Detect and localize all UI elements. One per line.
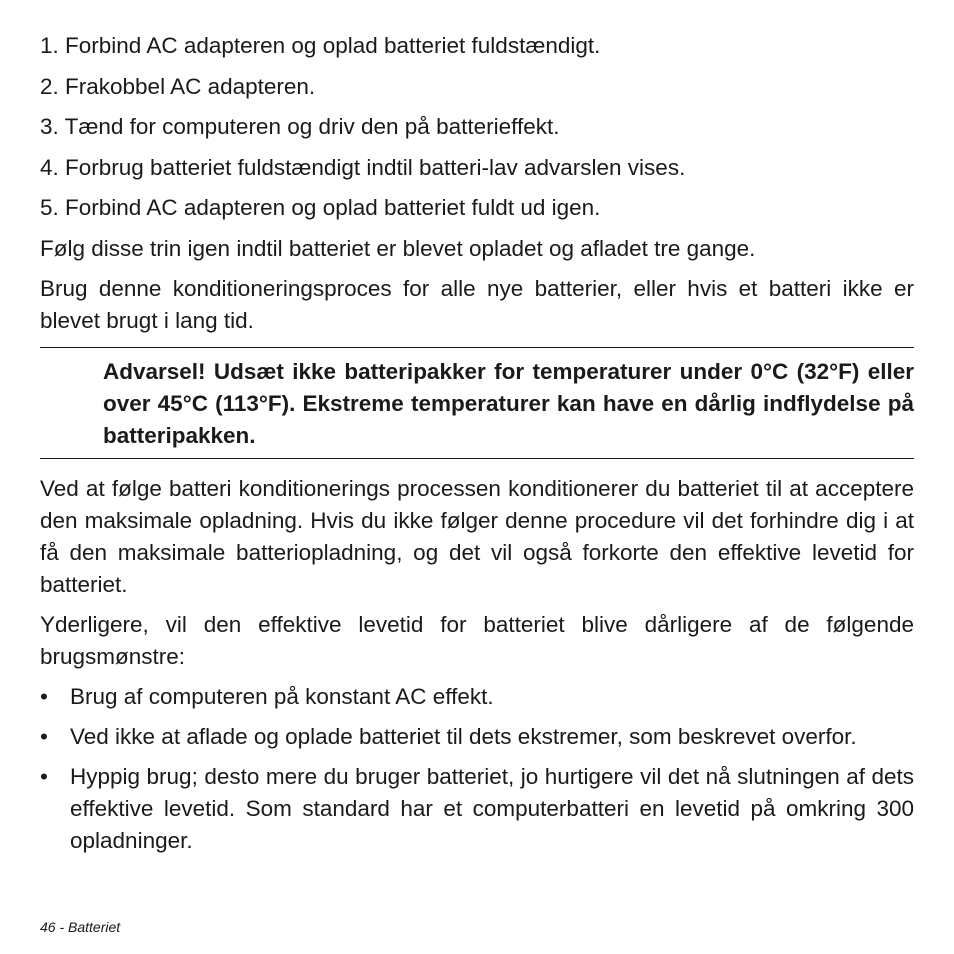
warning-box <box>40 347 914 459</box>
bullet-text: Hyppig brug; desto mere du bruger batteriet, jo hurtigere vil det nå slutningen af dets effektive levetid. Som standard har et computerbatteri en levetid på omkring 300 opladninger. <box>70 763 914 853</box>
bullet-text: Ved ikke at aflade og oplade batteriet til dets ekstremer, som beskrevet overfor. <box>70 723 857 749</box>
step-item-4: 4. Forbrug batteriet fuldstændigt indtil batteri-lav advarslen vises. <box>40 154 686 180</box>
bullet-item-1 <box>40 681 914 713</box>
step-item-1: 1. Forbind AC adapteren og oplad batteriet fuldstændigt. <box>40 33 601 58</box>
steps-list <box>40 30 914 224</box>
bullet-marker: • <box>40 723 48 749</box>
bullet-marker: • <box>40 763 48 789</box>
step-item-5: 5. Forbind AC adapteren og oplad batteriet fuldt ud igen. <box>40 195 601 220</box>
paragraph-conditioning: Ved at følge batteri konditionerings processen konditionerer du batteriet til at acceptere den maksimale opladning. Hvis du ikke følger denne procedure vil det forhindre dig i at få den maksimale batteriopladning, og det vil også forkorte den effektive levetid for batteriet. <box>40 475 914 597</box>
bullet-item-2 <box>40 721 914 753</box>
warning-text: Advarsel! Udsæt ikke batteripakker for temperaturer under 0°C (32°F) eller over 45°C (113°F). Ekstreme temperaturer kan have en dårlig indflydelse på batteripakken. <box>103 358 914 448</box>
bullet-item-3 <box>40 761 914 857</box>
step-item-2: 2. Frakobbel AC adapteren. <box>40 73 316 99</box>
page-content <box>40 30 914 857</box>
paragraph-further: Yderligere, vil den effektive levetid for batteriet blive dårligere af de følgende brugsmønstre: <box>40 611 914 669</box>
bullet-marker: • <box>40 683 48 709</box>
step-item-3: 3. Tænd for computeren og driv den på batterieffekt. <box>40 114 560 139</box>
bullet-text: Brug af computeren på konstant AC effekt. <box>70 683 494 709</box>
bullet-list <box>40 681 914 857</box>
paragraph-use: Brug denne konditioneringsproces for alle nye batterier, eller hvis et batteri ikke er blevet brugt i lang tid. <box>40 275 914 333</box>
paragraph-repeat: Følg disse trin igen indtil batteriet er blevet opladet og afladet tre gange. <box>40 235 756 261</box>
page-footer: 46 - Batteriet <box>40 919 121 935</box>
